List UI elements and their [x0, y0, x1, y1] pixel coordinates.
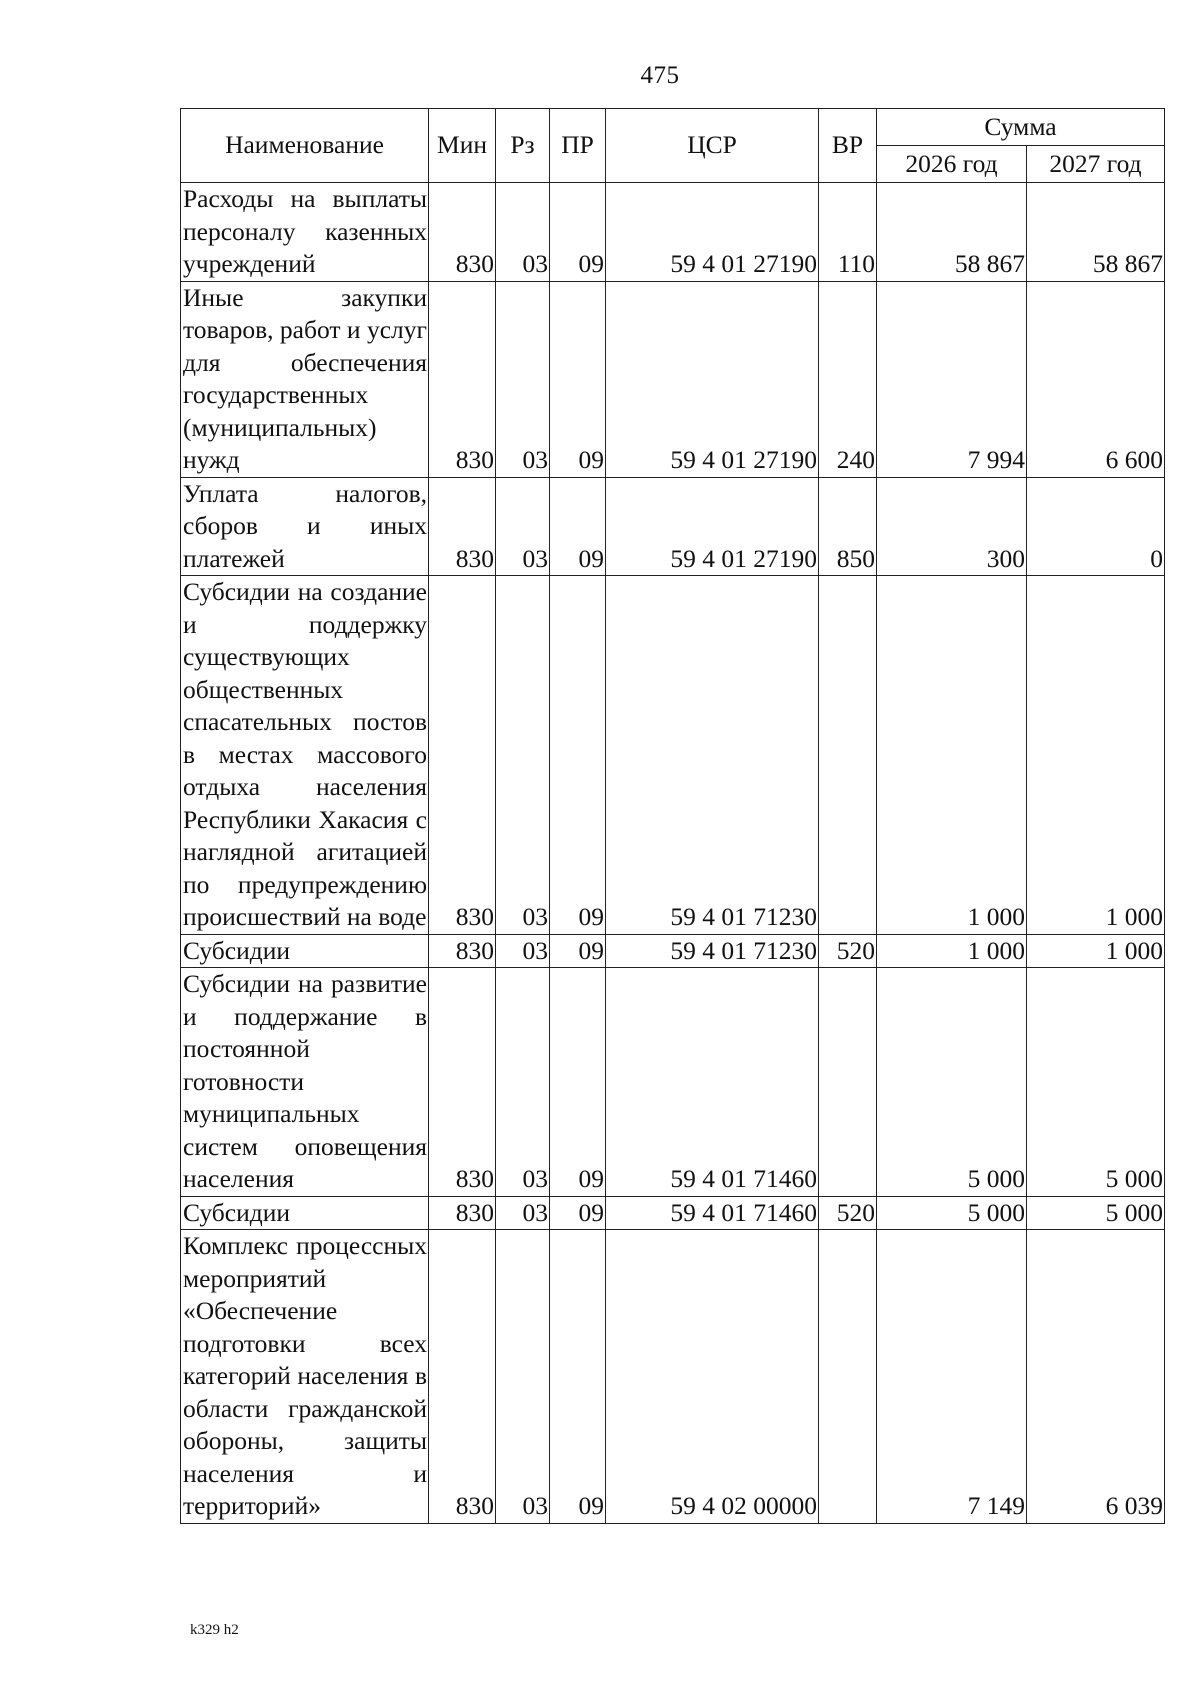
cell-vr: [819, 968, 877, 1197]
cell-name: [181, 934, 429, 968]
header-row: [181, 109, 1165, 146]
cell-vr: 850: [819, 477, 877, 576]
table-row: [181, 576, 1165, 935]
cell-name: [181, 281, 429, 477]
header-rz: Рз: [496, 109, 550, 183]
header-year-2027: 2027 год: [1027, 146, 1165, 183]
page-number: 475: [640, 62, 680, 89]
cell-rz: 03: [496, 968, 550, 1197]
cell-2026: 5 000: [877, 968, 1027, 1197]
cell-2026: 1 000: [877, 934, 1027, 968]
cell-2027: 6 039: [1027, 1230, 1165, 1524]
cell-csr: 59 4 01 71460: [606, 1196, 819, 1230]
cell-min: 830: [429, 1196, 496, 1230]
table-row: [181, 281, 1165, 477]
cell-name: [181, 477, 429, 576]
cell-2027: 1 000: [1027, 934, 1165, 968]
header-year-2026: 2026 год: [877, 146, 1027, 183]
header-vr: ВР: [819, 109, 877, 183]
cell-rz: 03: [496, 934, 550, 968]
cell-rz: 03: [496, 183, 550, 282]
cell-name: [181, 1196, 429, 1230]
cell-name: [181, 576, 429, 935]
cell-name: [181, 1230, 429, 1524]
cell-csr: 59 4 01 27190: [606, 183, 819, 282]
cell-2027: 6 600: [1027, 281, 1165, 477]
cell-min: 830: [429, 1230, 496, 1524]
cell-min: 830: [429, 576, 496, 935]
cell-min: 830: [429, 477, 496, 576]
cell-vr: [819, 1230, 877, 1524]
cell-vr: 520: [819, 1196, 877, 1230]
row-name-text: Субсидии на создание и поддержку существующих общественных спасательных постов в местах массового отдыха населения Республики Хакасия с наглядной агитацией по предупреждению происшествий на воде: [183, 577, 427, 931]
row-name-text: Уплата налогов, сборов и иных платежей: [183, 478, 427, 573]
cell-pr: 09: [550, 968, 606, 1197]
table-row: [181, 934, 1165, 968]
header-csr: ЦСР: [606, 109, 819, 183]
table-row: [181, 1230, 1165, 1524]
cell-min: 830: [429, 281, 496, 477]
cell-pr: 09: [550, 281, 606, 477]
cell-vr: [819, 576, 877, 935]
row-name-text: Расходы на выплаты персоналу казенных учреждений: [183, 184, 427, 278]
row-name-text: Субсидии: [183, 935, 290, 965]
cell-2027: 0: [1027, 477, 1165, 576]
cell-name: [181, 183, 429, 282]
cell-pr: 09: [550, 576, 606, 935]
cell-2026: 58 867: [877, 183, 1027, 282]
row-name-text: Субсидии на развитие и поддержание в постоянной готовности муниципальных систем оповещения населения: [183, 969, 427, 1193]
cell-vr: 110: [819, 183, 877, 282]
cell-rz: 03: [496, 576, 550, 935]
table-row: [181, 1196, 1165, 1230]
cell-2027: 5 000: [1027, 968, 1165, 1197]
row-name-text: Субсидии: [183, 1197, 290, 1227]
cell-pr: 09: [550, 477, 606, 576]
table-row: [181, 477, 1165, 576]
cell-min: 830: [429, 183, 496, 282]
cell-rz: 03: [496, 477, 550, 576]
footer-code: k329 h2: [190, 1622, 239, 1638]
cell-pr: 09: [550, 183, 606, 282]
cell-vr: 520: [819, 934, 877, 968]
cell-rz: 03: [496, 1196, 550, 1230]
header-pr: ПР: [550, 109, 606, 183]
row-name-text: Комплекс процессных мероприятий «Обеспечение подготовки всех категорий населения в области гражданской обороны, защиты населения и территорий»: [183, 1231, 427, 1520]
table-row: [181, 968, 1165, 1197]
cell-pr: 09: [550, 934, 606, 968]
cell-pr: 09: [550, 1196, 606, 1230]
cell-2026: 300: [877, 477, 1027, 576]
cell-2026: 7 994: [877, 281, 1027, 477]
cell-csr: 59 4 01 71460: [606, 968, 819, 1197]
cell-csr: 59 4 02 00000: [606, 1230, 819, 1524]
cell-csr: 59 4 01 27190: [606, 477, 819, 576]
table-body: [181, 183, 1165, 1524]
cell-rz: 03: [496, 1230, 550, 1524]
cell-csr: 59 4 01 71230: [606, 934, 819, 968]
cell-rz: 03: [496, 281, 550, 477]
cell-vr: 240: [819, 281, 877, 477]
cell-2026: 7 149: [877, 1230, 1027, 1524]
cell-pr: 09: [550, 1230, 606, 1524]
cell-min: 830: [429, 968, 496, 1197]
table-row: [181, 183, 1165, 282]
cell-min: 830: [429, 934, 496, 968]
cell-name: [181, 968, 429, 1197]
cell-2027: 58 867: [1027, 183, 1165, 282]
cell-2026: 1 000: [877, 576, 1027, 935]
cell-2026: 5 000: [877, 1196, 1027, 1230]
budget-table: [180, 108, 1165, 1524]
header-min: Мин: [429, 109, 496, 183]
cell-csr: 59 4 01 71230: [606, 576, 819, 935]
row-name-text: Иные закупки товаров, работ и услуг для обеспечения государственных (муниципальных) нужд: [183, 282, 427, 474]
cell-2027: 5 000: [1027, 1196, 1165, 1230]
cell-csr: 59 4 01 27190: [606, 281, 819, 477]
header-name: Наименование: [181, 109, 429, 183]
header-sum: Сумма: [877, 109, 1165, 146]
cell-2027: 1 000: [1027, 576, 1165, 935]
